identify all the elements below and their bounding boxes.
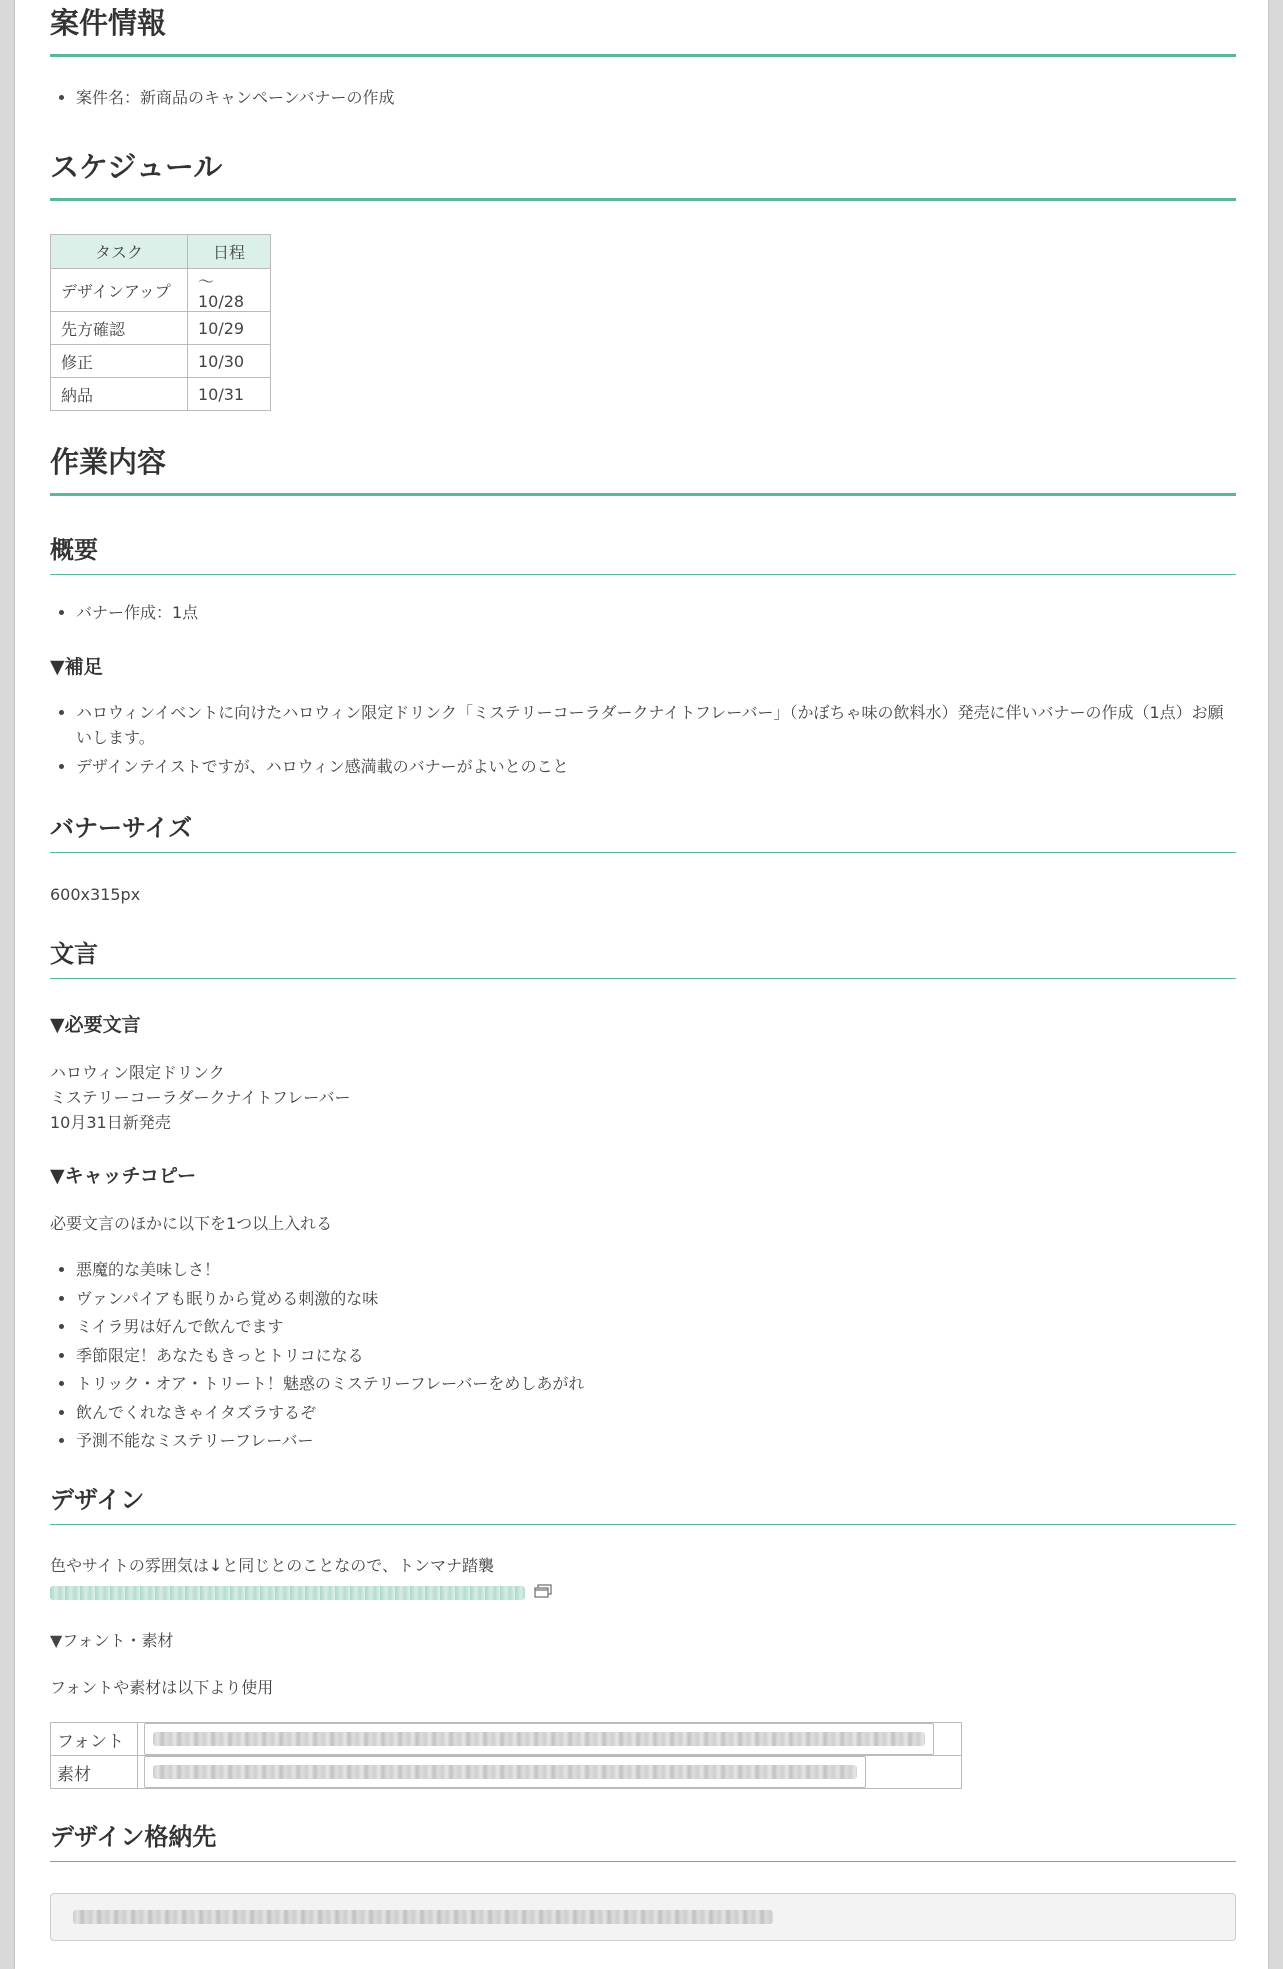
font-url-field[interactable] (144, 1723, 934, 1755)
storage-path-box[interactable] (50, 1893, 1236, 1941)
overview-list (50, 599, 198, 627)
supplement-list (50, 700, 1226, 779)
schedule-table (50, 234, 271, 411)
table-header-row (51, 235, 271, 269)
reference-site-link[interactable] (50, 1582, 552, 1602)
catch-copy-list (50, 1256, 584, 1456)
table-row (51, 1723, 962, 1756)
redacted-url (153, 1765, 857, 1779)
heading-catch-copy: ▼キャッチコピー (50, 1165, 197, 1187)
design-note: 色やサイトの雰囲気は↓と同じとのことなので、トンマナ踏襲 (50, 1556, 494, 1575)
list-item: • 飲んでくれなきゃイタズラするぞ (76, 1399, 584, 1428)
font-material-intro: フォントや素材は以下より使用 (50, 1678, 274, 1697)
table-cell-label: 素材 (51, 1756, 138, 1789)
table-row (51, 345, 271, 378)
required-copy-line: ミステリーコーラダークナイトフレーバー (50, 1088, 351, 1107)
heading-required-copy: ▼必要文言 (50, 1014, 141, 1036)
table-header-date: 日程 (188, 235, 271, 269)
list-item: • 予測不能なミステリーフレーバー (76, 1427, 584, 1456)
table-row (51, 1756, 962, 1789)
redacted-url (153, 1732, 925, 1746)
material-url-field[interactable] (144, 1756, 866, 1788)
table-cell-value (138, 1723, 962, 1756)
table-row (51, 269, 271, 312)
document-page (15, 0, 1268, 1969)
table-cell-value (138, 1756, 962, 1789)
required-copy-line: 10月31日新発売 (50, 1113, 171, 1132)
redacted-url[interactable] (50, 1586, 525, 1600)
list-item: • トリック・オア・トリート！魅惑のミステリーフレーバーをめしあがれ (76, 1370, 584, 1399)
table-header-task: タスク (51, 235, 188, 269)
heading-design-storage: デザイン格納先 (50, 1824, 1236, 1862)
heading-banner-size: バナーサイズ (50, 815, 1236, 853)
list-item: • 案件名：新商品のキャンペーンバナーの作成 (76, 84, 395, 112)
table-cell: 納品 (51, 378, 188, 411)
font-material-table (50, 1722, 962, 1789)
list-item: • ミイラ男は好んで飲んでます (76, 1313, 584, 1342)
list-item: • デザインテイストですが、ハロウィン感満載のバナーがよいとのこと (76, 754, 1226, 779)
table-row (51, 378, 271, 411)
external-link-icon[interactable] (534, 1583, 552, 1602)
heading-copy: 文言 (50, 941, 1236, 979)
table-cell: 修正 (51, 345, 188, 378)
list-item: • ハロウィンイベントに向けたハロウィン限定ドリンク「ミステリーコーラダークナイトフレーバー」（かぼちゃ味の飲料水）発売に伴いバナーの作成（1点）お願いします。 (76, 700, 1226, 750)
table-cell: 〜10/28 (188, 269, 271, 312)
banner-size-value: 600x315px (50, 885, 141, 904)
heading-design: デザイン (50, 1487, 1236, 1525)
required-copy-line: ハロウィン限定ドリンク (50, 1063, 225, 1082)
list-item: • バナー作成：1点 (76, 599, 198, 627)
list-item: • ヴァンパイアも眠りから覚める刺激的な味 (76, 1285, 584, 1314)
catch-copy-intro: 必要文言のほかに以下を1つ以上入れる (50, 1214, 333, 1233)
heading-overview: 概要 (50, 537, 1236, 575)
list-item: • 季節限定！あなたもきっとトリコになる (76, 1342, 584, 1371)
table-cell: 10/29 (188, 312, 271, 345)
heading-font-material: ▼フォント・素材 (50, 1631, 174, 1650)
redacted-path (73, 1910, 773, 1924)
table-cell-label: フォント (51, 1723, 138, 1756)
table-row (51, 312, 271, 345)
table-cell: 10/31 (188, 378, 271, 411)
required-copy-block (50, 1060, 350, 1135)
table-cell: デザインアップ (51, 269, 188, 312)
heading-schedule: スケジュール (50, 152, 1236, 201)
project-info-list (50, 84, 395, 112)
list-item: • 悪魔的な美味しさ！ (76, 1256, 584, 1285)
heading-supplement: ▼補足 (50, 656, 103, 678)
heading-project-info: 案件情報 (50, 8, 1236, 57)
heading-work: 作業内容 (50, 447, 1236, 496)
table-cell: 10/30 (188, 345, 271, 378)
table-cell: 先方確認 (51, 312, 188, 345)
